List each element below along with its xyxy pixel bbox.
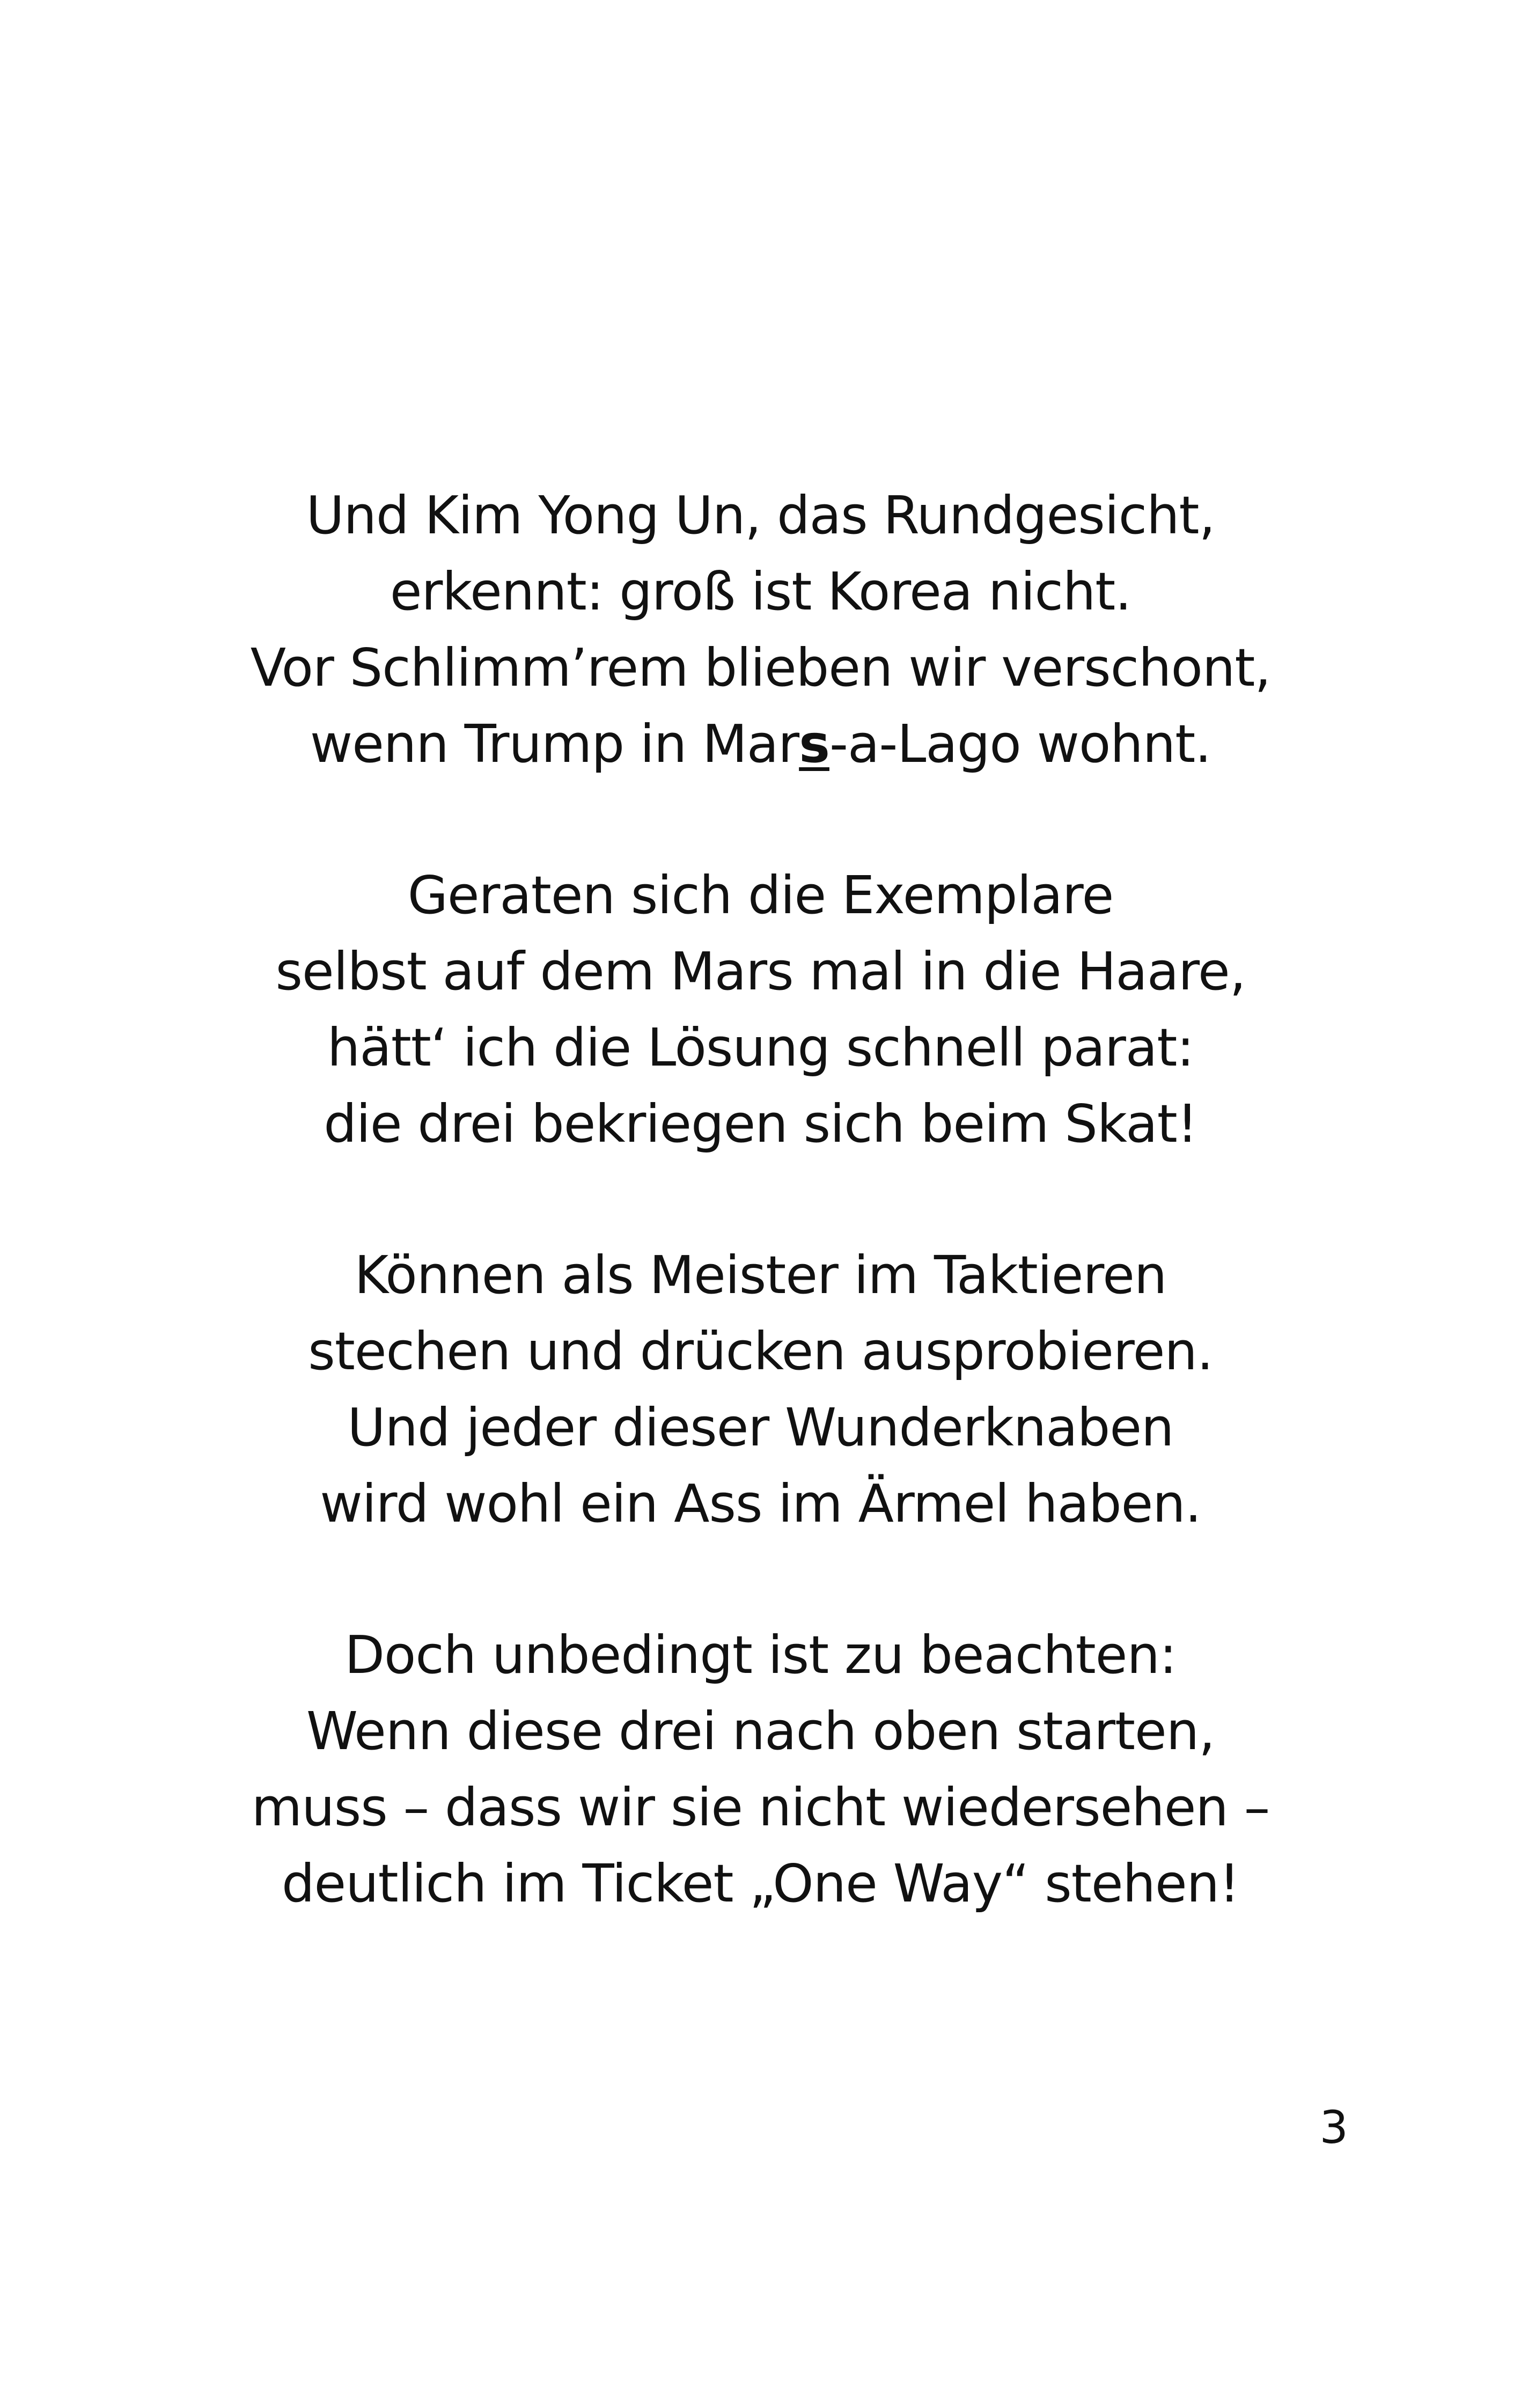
poem-line: Können als Meister im Taktieren: [354, 1245, 1167, 1305]
page-number: 3: [1319, 2101, 1348, 2154]
stanza-3: [0, 1237, 1521, 1542]
poem-line: Geraten sich die Exemplare: [407, 865, 1114, 926]
emphasized-letter: s: [799, 714, 829, 774]
poem-line: Und jeder dieser Wunderknaben: [347, 1397, 1174, 1458]
poem-line: Doch unbedingt ist zu beachten:: [344, 1625, 1177, 1685]
line-text-after: -a-Lago wohnt.: [829, 714, 1211, 774]
poem-line: Wenn diese drei nach oben starten,: [306, 1701, 1215, 1761]
poem-line: stechen und drücken ausprobieren.: [308, 1321, 1213, 1382]
poem-line: hätt‘ ich die Lösung schnell parat:: [327, 1017, 1194, 1078]
poem-line: erkennt: groß ist Korea nicht.: [390, 561, 1131, 622]
poem-line: die drei bekriegen sich beim Skat!: [324, 1093, 1197, 1154]
line-text-before: wenn Trump in Mar: [310, 714, 799, 774]
stanza-4: [0, 1617, 1521, 1922]
poem-line: muss – dass wir sie nicht wiedersehen –: [251, 1777, 1270, 1838]
poem-line: wird wohl ein Ass im Ärmel haben.: [320, 1473, 1201, 1534]
stanza-1: [0, 478, 1521, 782]
poem: [0, 478, 1521, 1997]
poem-line: deutlich im Ticket „One Way“ stehen!: [281, 1853, 1240, 1914]
poem-line: Vor Schlimm’rem blieben wir verschont,: [250, 637, 1271, 698]
poem-line: Und Kim Yong Un, das Rundgesicht,: [306, 485, 1215, 546]
poem-line: selbst auf dem Mars mal in die Haare,: [275, 941, 1246, 1002]
poem-line-with-emphasis: [0, 706, 1521, 782]
stanza-2: [0, 857, 1521, 1162]
